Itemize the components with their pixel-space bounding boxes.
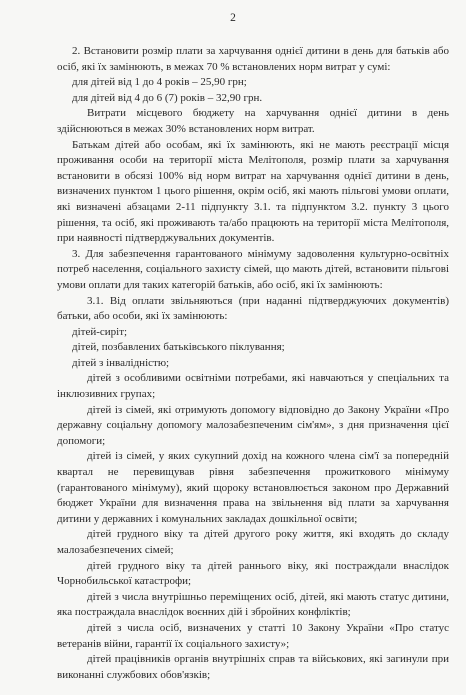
paragraph: дітей з інвалідністю; <box>72 356 170 369</box>
paragraph: дітей із сімей, у яких сукупний дохід на кожного члена сім'ї за попередній квартал не перевищував рівня забезпечення прожиткового мінімуму (гарантованого мінімуму), який щороку встановлюється законом про Державний бюджет України для визначення права на звільнення від плати за харчування дитини у державних і комунальних закладах дошкільної освіти; <box>57 450 449 525</box>
document-body <box>57 44 449 683</box>
paragraph: дітей грудного віку та дітей другого року життя, які входять до складу малозабезпечених сімей; <box>57 528 449 556</box>
paragraph: дітей з числа внутрішньо переміщених осіб, дітей, які мають статус дитини, яка постраждала внаслідок воєнних дій і збройних конфліктів; <box>57 590 449 619</box>
paragraph: дітей, позбавлених батьківського піклування; <box>72 341 285 354</box>
paragraph: дітей з числа осіб, визначених у статті 10 Закону України «Про статус ветеранів війни, гарантії їх соціального захисту»; <box>57 621 449 650</box>
paragraph: 2. Встановити розмір плати за харчування однієї дитини в день для батьків або осіб, які їх замінюють, в межах 70 % встановлених норм витрат у сумі: <box>57 45 449 73</box>
paragraph: дітей-сиріт; <box>72 325 128 338</box>
paragraph: для дітей від 4 до 6 (7) років – 32,90 грн. <box>72 91 263 104</box>
paragraph: дітей працівників органів внутрішніх справ та військових, які загинули при виконанні службових обов'язків; <box>57 653 449 681</box>
paragraph: Батькам дітей або особам, які їх замінюють, які не мають реєстрації місця проживання особи на території міста Мелітополя, розмір плати за харчування встановити в обсязі 100% від норм витрат на харчування однієї дитини в день, визначених пунктом 1 цього рішення, окрім осіб, які мають пільгові умови оплати, які визначені абзацами 2-11 підпункту 3.1. та підпунктом 3.2. пункту 3 цього рішення, та осіб, які проживають та/або працюють на території міста Мелітополя, при наявності підтверджувальних документів. <box>57 138 449 245</box>
paragraph: 3.1. Від оплати звільняються (при наданні підтверджуючих документів) батьки, або особи, які їх замінюють: <box>57 294 449 323</box>
paragraph: Витрати місцевого бюджету на харчування однієї дитини в день здійснюються в межах 30% встановлених норм витрат. <box>57 107 449 135</box>
paragraph: дітей з особливими освітніми потребами, які навчаються у спеціальних та інклюзивних групах; <box>57 372 449 401</box>
paragraph: дітей грудного віку та дітей раннього віку, які постраждали внаслідок Чорнобильської катастрофи; <box>57 559 449 588</box>
paragraph: для дітей від 1 до 4 років – 25,90 грн; <box>72 76 247 89</box>
page-number: 2 <box>230 12 236 24</box>
paragraph: 3. Для забезпечення гарантованого мінімуму задоволення культурно-освітніх потреб населення, соціального захисту сімей, що мають дітей, встановити пільгові умови оплати для таких категорій батьків, або осіб, які їх замінюють: <box>57 247 449 291</box>
paragraph: дітей із сімей, які отримують допомогу відповідно до Закону України «Про державну соціальну допомогу малозабезпеченим сім'ям», з дня призначення цієї допомоги; <box>57 403 449 447</box>
